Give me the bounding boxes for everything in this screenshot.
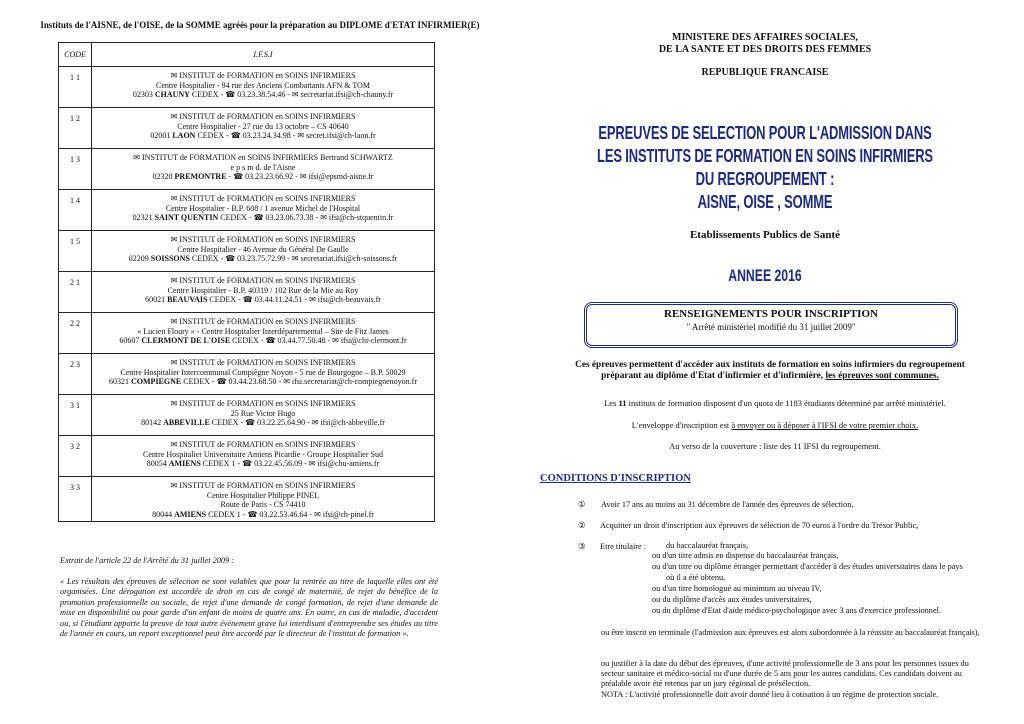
ifsi-contact — [94, 377, 432, 387]
table-row — [59, 108, 435, 149]
ifsi-postcode: 02209 — [128, 254, 149, 263]
ifsi-contact-details: CEDEX - ☎ 03.23.06.73.38 - ✉ ifsi@ch-stquentin.fr — [218, 213, 394, 222]
intro-paragraph — [540, 360, 1000, 382]
ifsi-contact-details: CEDEX - ☎ 03.23.38.54.46 - ✉ secretariat.ifsi@ch-chauny.fr — [189, 90, 394, 99]
table-row — [59, 272, 435, 313]
envelope-pre: L'enveloppe d'inscription est — [631, 420, 732, 430]
condition-text: Acquitter un droit d'inscription aux épreuves de sélection de 70 euros à l'ordre du Trésor Public, — [600, 521, 919, 530]
ifsi-contact-details: CEDEX - ☎ 03.44.11.24.51 - ✉ ifsi@ch-beauvais.fr — [207, 295, 381, 304]
ifsi-contact — [94, 418, 432, 428]
main-title-line: EPREUVES DE SELECTION POUR L'ADMISSION DANS — [598, 123, 932, 143]
intro-line-text: préparant au diplôme d'Etat d'infirmier et d'infirmière, — [601, 371, 826, 381]
table-row — [59, 354, 435, 395]
ifsi-info — [92, 149, 435, 190]
ifsi-contact-details: CEDEX 1 - ☎ 03.22.53.46.64 - ✉ ifsi@ch-pinel.fr — [206, 509, 374, 519]
ifsi-contact-details: - ☎ 03.23.23.66.92 - ✉ ifsi@epsmd-aisne.fr — [226, 172, 374, 181]
ifsi-address: Centre Hospitalier Philippe PINEL — [206, 490, 320, 500]
ifsi-contact-details: CEDEX - ☎ 03.22.25.64.90 - ✉ ifsi@ch-abbeville.fr — [209, 418, 385, 427]
ifsi-postcode: 80142 — [141, 418, 162, 427]
table-row — [59, 67, 435, 108]
ifsi-code: 1 1 — [59, 67, 92, 108]
ifsi-address: Centre Hospitalier - 27 rue du 13 octobre – CS 40640 — [177, 121, 349, 131]
envelope-underlined: à envoyer ou à déposer à l'IFSI de votre premier choix. — [731, 420, 919, 430]
ifsi-code: 3 3 — [59, 477, 92, 522]
table-row — [59, 190, 435, 231]
verso-paragraph: Au verso de la couverture : liste des 11 IFSI du regroupement. — [669, 441, 881, 451]
extract-block — [60, 556, 438, 650]
ifsi-contact-details: CEDEX 1 - ☎ 03.22.45.56.09 - ✉ ifsi@chu-amiens.fr — [200, 459, 380, 468]
ifsi-name: ✉ INSTITUT de FORMATION en SOINS INFIRMIERS — [170, 317, 356, 326]
condition-number: ② — [578, 521, 586, 530]
ifsi-name: ✉ INSTITUT de FORMATION en SOINS INFIRMIERS Bertrand SCHWARTZ — [133, 153, 393, 162]
ifsi-contact-details: CEDEX - ☎ 03.44.23.68.50 - ✉ ifsi.secretariat@ch-compiegnenoyon.fr — [181, 377, 417, 386]
ifsi-postcode: 60607 — [119, 336, 140, 345]
col-code-header: CODE — [59, 43, 92, 67]
nota-paragraph: NOTA : L'activité professionnelle doit avoir donné lieu à cotisation à un régime de protection sociale. — [601, 690, 939, 699]
ifsi-name: ✉ INSTITUT de FORMATION en SOINS INFIRMIERS — [170, 481, 356, 490]
condition-item — [578, 520, 918, 530]
ministry-line: MINISTERE DES AFFAIRES SOCIALES, — [672, 32, 858, 43]
ifsi-contact — [94, 510, 432, 520]
ifsi-address: Centre Hospitalier - B.P. 40319 / 102 Rue de la Mie au Roy — [167, 285, 359, 295]
intro-line: Ces épreuves permettent d'accéder aux instituts de formation en soins infirmiers du regroupement — [575, 360, 965, 370]
ifsi-code: 2 3 — [59, 354, 92, 395]
ifsi-info — [92, 272, 435, 313]
table-row — [59, 313, 435, 354]
col-ifsi-header: I.F.S.I — [92, 43, 435, 67]
ifsi-contact — [94, 336, 432, 346]
ifsi-address: « Lucien Floury » - Centre Hospitalier Interdépartemental – Site de Fitz James — [137, 326, 389, 336]
table-row — [59, 231, 435, 272]
ifsi-name: ✉ INSTITUT de FORMATION en SOINS INFIRMIERS — [170, 358, 356, 367]
ifsi-contact — [94, 295, 432, 305]
table-row — [59, 395, 435, 436]
ministry-heading — [600, 32, 930, 56]
extract-title: Extrait de l'article 22 de l'Arrêté du 31 juillet 2009 : — [60, 556, 235, 565]
ifsi-postcode: 02320 — [152, 172, 173, 181]
ifsi-city: AMIENS — [174, 509, 207, 519]
ifsi-contact-details: CEDEX - ☎ 03.23.24.34.98 - ✉ secret.ifsi@ch-laon.fr — [195, 131, 376, 140]
ifsi-city: BEAUVAIS — [167, 295, 208, 304]
ifsi-info — [92, 313, 435, 354]
ifsi-city: ABBEVILLE — [163, 418, 210, 427]
condition-text: Etre titulaire : — [600, 542, 647, 551]
envelope-paragraph — [545, 420, 1005, 430]
ifsi-address: 25 Rue Victor Hugo — [230, 408, 296, 418]
ifsi-address-2: Route de Paris - CS 74410 — [220, 500, 306, 509]
titulaire-line: du baccalauréat français, — [666, 541, 749, 550]
intro-underlined: les épreuves sont communes. — [825, 371, 939, 381]
ifsi-info — [92, 190, 435, 231]
inscription-box-subtitle: " Arrêté ministériel modifié du 31 juillet 2009" — [686, 322, 856, 332]
ifsi-name: ✉ INSTITUT de FORMATION en SOINS INFIRMIERS — [170, 235, 356, 244]
professional-paragraph: ou justifier à la date du début des épreuves, d'une activité professionnelle de 3 ans pour les personnes issues du secteur sanitaire et médico-social ou d'une durée de 5 ans pour les autres candidats. Ces candidats doivent au préalable avoir été retenus par un jury régional de présélection. — [601, 659, 969, 688]
ifsi-city: SAINT QUENTIN — [154, 213, 219, 222]
terminale-paragraph: ou être inscrit en terminale (l'admission aux épreuves est alors subordonnée à la réussite au baccalauréat français), — [601, 628, 980, 637]
quota-paragraph — [545, 398, 1005, 408]
ifsi-name: ✉ INSTITUT de FORMATION en SOINS INFIRMIERS — [170, 71, 356, 80]
ifsi-name: ✉ INSTITUT de FORMATION en SOINS INFIRMIERS — [170, 399, 356, 408]
ifsi-info — [92, 67, 435, 108]
ifsi-postcode: 80044 — [152, 509, 173, 519]
left-header: Instituts de l'AISNE, de l'OISE, de la SOMME agréés pour la préparation au DIPLOME d'ETAT INFIRMIER(E) — [40, 20, 480, 30]
inscription-box-title: RENSEIGNEMENTS POUR INSCRIPTION — [664, 308, 878, 320]
annee-heading: ANNEE 2016 — [728, 266, 802, 285]
ifsi-address: e p s m d. de l'Aisne — [230, 162, 296, 172]
ministry-line: DE LA SANTE ET DES DROITS DES FEMMES — [658, 44, 872, 55]
ifsi-name: ✉ INSTITUT de FORMATION en SOINS INFIRMIERS — [170, 194, 356, 203]
titulaire-line: où il a été obtenu, — [666, 573, 726, 582]
left-page — [34, 20, 484, 30]
ifsi-city: SOISSONS — [150, 254, 190, 263]
ifsi-postcode: 60021 — [145, 295, 166, 304]
ifsi-info — [92, 354, 435, 395]
ifsi-contact — [94, 459, 432, 469]
ifsi-name: ✉ INSTITUT de FORMATION en SOINS INFIRMIERS — [170, 276, 356, 285]
ifsi-info — [92, 436, 435, 477]
ifsi-info — [92, 395, 435, 436]
table-row — [59, 149, 435, 190]
ifsi-info — [92, 477, 435, 522]
ifsi-address: Centre Hospitalier - B.P. 608 / 1 avenue Michel de l'Hospital — [165, 203, 361, 213]
ifsi-postcode: 02321 — [132, 213, 153, 222]
ifsi-contact — [94, 254, 432, 264]
ifsi-address: Centre Hospitalier Universitaire Amiens Picardie - Groupe Hospitalier Sud — [143, 449, 383, 459]
table-row — [59, 477, 435, 522]
ifsi-contact-details: CEDEX - ☎ 03.44.77.50.48 - ✉ ifsi@chi-clermont.fr — [230, 336, 407, 345]
ifsi-city: CLERMONT DE L'OISE — [141, 336, 231, 345]
ifsi-address: Centre Hospitalier - 94 rue des Anciens Combattants AFN & TOM — [156, 80, 370, 90]
ifsi-code: 1 4 — [59, 190, 92, 231]
ifsi-name: ✉ INSTITUT de FORMATION en SOINS INFIRMIERS — [170, 112, 356, 121]
ifsi-contact — [94, 172, 432, 182]
ifsi-city: LAON — [172, 131, 196, 140]
ifsi-city: COMPIEGNE — [131, 377, 182, 386]
quota-number: 11 — [618, 398, 627, 408]
conditions-heading: CONDITIONS D'INSCRIPTION — [540, 473, 691, 484]
main-title — [596, 122, 934, 214]
ifsi-code: 1 3 — [59, 149, 92, 190]
ifsi-city: PREMONTRE — [174, 172, 227, 181]
ifsi-code: 3 2 — [59, 436, 92, 477]
condition-number: ③ — [578, 542, 586, 551]
etablissements-heading: Etablissements Publics de Santé — [689, 229, 841, 241]
ifsi-table-body — [59, 67, 435, 522]
ifsi-code: 1 2 — [59, 108, 92, 149]
quota-post: instituts de formation disposent d'un quota de 1183 étudiants déterminé par arrêté ministériel. — [626, 398, 946, 408]
ifsi-postcode: 02303 — [132, 90, 153, 99]
inscription-box — [584, 302, 958, 348]
titulaire-line: ou du diplôme d'accès aux études universitaires, — [652, 595, 812, 604]
table-row — [59, 436, 435, 477]
ifsi-contact — [94, 131, 432, 141]
extract-body: « Les résultats des épreuves de sélection ne sont valables que pour la rentrée au titre de laquelle elles ont été organisées. Une dérogation est accordée de droit en cas de congé de maternité, de rejet du bénéfice de la promotion professionnelle ou sociale, de rejet d'une demande de congé formation, de rejet d'une demande de mise en disponibilité ou pour garde d'un enfant de moins de quatre ans. En outre, en cas de maladie, d'accident ou, si l'étudiant apporte la preuve de tout autre événement grave lui interdisant d'entreprendre ses études au titre de l'année en cours, un report exceptionnel peut être accordé par le directeur de l'institut de formation ». — [60, 576, 438, 638]
ifsi-code: 1 5 — [59, 231, 92, 272]
titulaire-line: ou d'un titre admis en dispense du baccalauréat français, — [652, 551, 839, 560]
condition-item — [578, 499, 853, 509]
main-title-line: LES INSTITUTS DE FORMATION EN SOINS INFIRMIERS DU REGROUPEMENT : — [597, 146, 933, 189]
quota-pre: Les — [604, 398, 619, 408]
ifsi-postcode: 02001 — [150, 131, 171, 140]
condition-item — [578, 541, 646, 551]
ifsi-info — [92, 231, 435, 272]
ifsi-name: ✉ INSTITUT de FORMATION en SOINS INFIRMIERS — [170, 440, 356, 449]
intro-line — [540, 371, 1000, 382]
republic-heading: REPUBLIQUE FRANCAISE — [701, 67, 829, 78]
ifsi-postcode: 60321 — [109, 377, 129, 386]
ifsi-city: CHAUNY — [154, 90, 190, 99]
ifsi-table — [58, 42, 435, 522]
ifsi-contact — [94, 213, 432, 223]
ifsi-address: Centre Hospitalier Intercommunal Compiègne Noyon - 5 rue de Bourgogne – B.P. 50029 — [120, 367, 406, 377]
ifsi-info — [92, 108, 435, 149]
ifsi-address: Centre Hospitalier - 46 Avenue du Général De Gaulle — [177, 244, 349, 254]
titulaire-line: ou du diplôme d'Etat d'aide médico-psychologique avec 3 ans d'exercice professionnel. — [652, 606, 942, 615]
ifsi-code: 3 1 — [59, 395, 92, 436]
titulaire-line: ou d'un titre homologué au minimum au niveau IV, — [652, 584, 822, 593]
ifsi-postcode: 80054 — [146, 459, 167, 468]
ifsi-code: 2 2 — [59, 313, 92, 354]
main-title-line: AISNE, OISE , SOMME — [697, 192, 833, 212]
ifsi-contact — [94, 90, 432, 100]
titulaire-line: ou d'un titre ou diplôme étranger permettant d'accéder à des études universitaires dans le pays — [652, 562, 963, 571]
condition-text: Avoir 17 ans au moins au 31 décembre de l'année des épreuves de sélection, — [601, 500, 854, 509]
ifsi-code: 2 1 — [59, 272, 92, 313]
ifsi-city: AMIENS — [168, 459, 201, 468]
condition-number: ① — [578, 500, 586, 509]
ifsi-contact-details: CEDEX - ☎ 03.23.75.72.99 - ✉ secretariat.ifsi@ch-soissons.fr — [189, 254, 398, 263]
